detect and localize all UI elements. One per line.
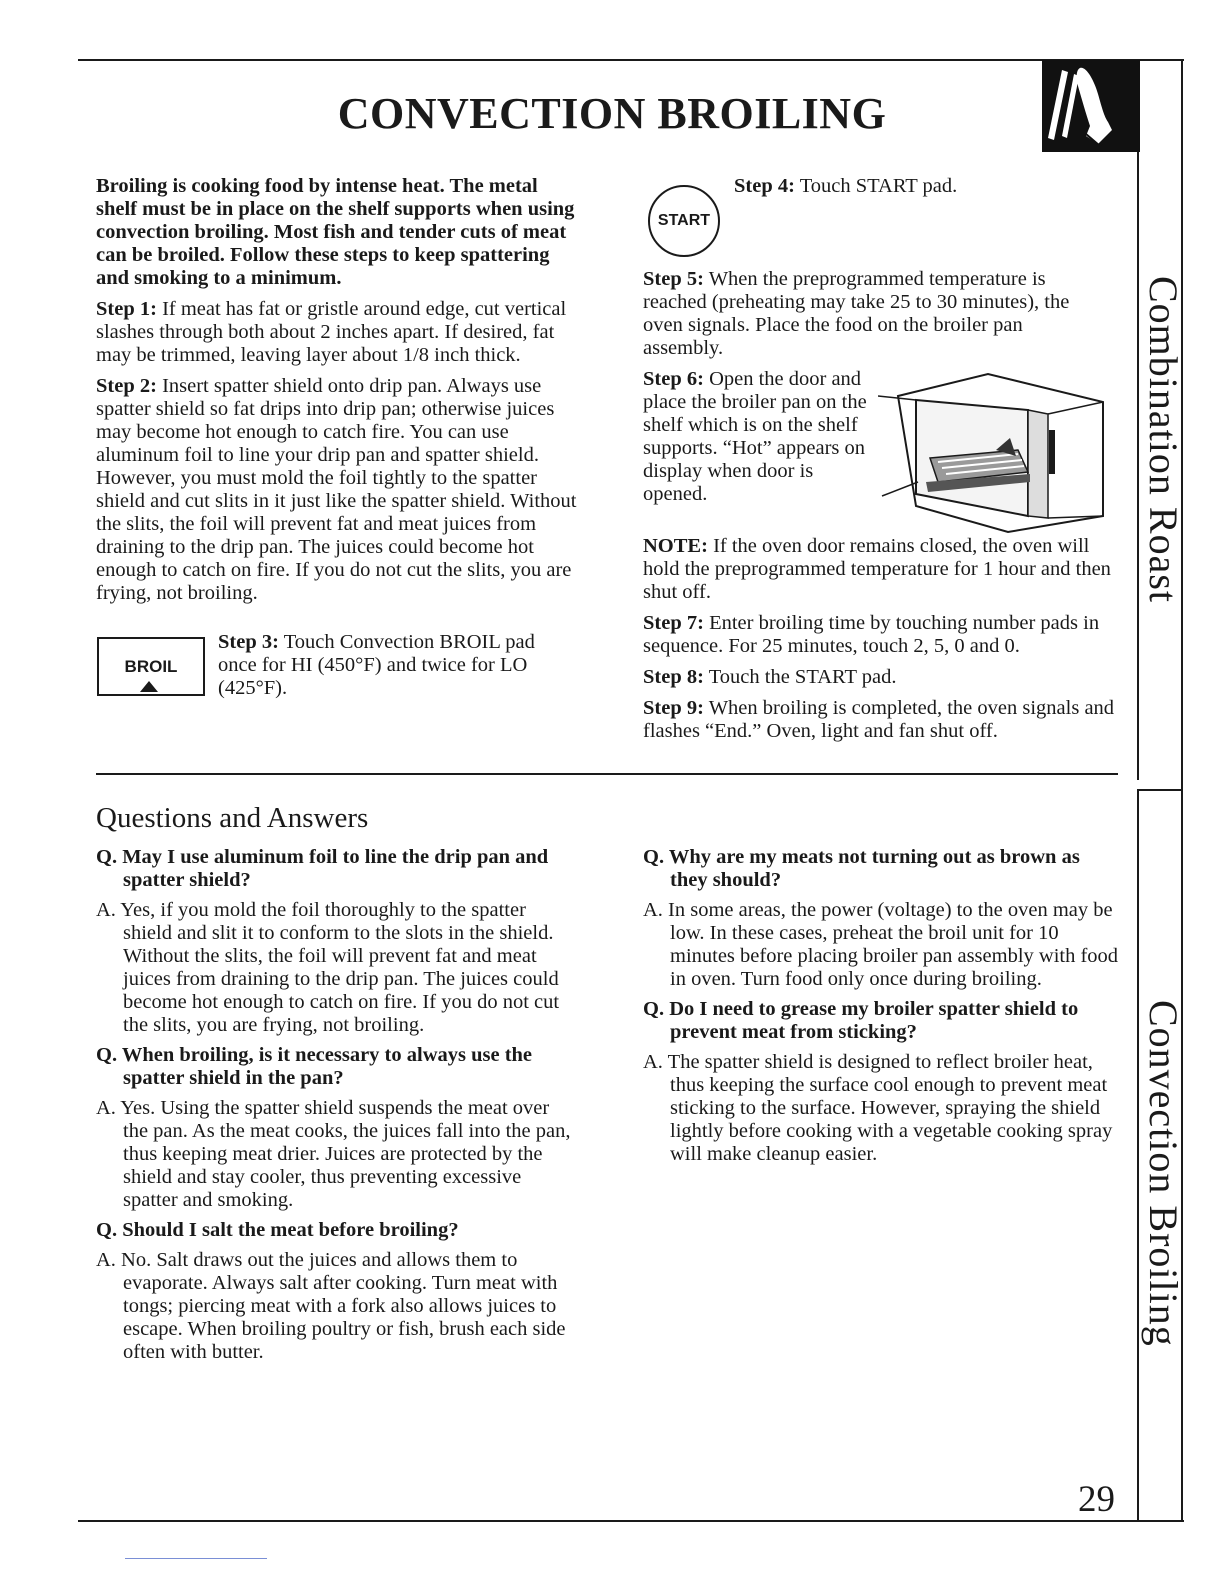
step-5-text: When the preprogrammed temperature is reached (preheating may take 25 to 30 minutes), the oven signals. Place the food on the broiler pan assembly. [643,268,1070,359]
step-1-text: If meat has fat or gristle around edge, cut vertical slashes through both about 2 inches apart. If desired, fat may be trimmed, leaving layer about 1/8 inch thick. [96,298,567,366]
step-1 [96,298,578,367]
page-number: 29 [1078,1479,1115,1520]
step-7 [643,612,1121,658]
left-column [96,175,578,613]
question: Q. May I use aluminum foil to line the drip pan and spatter shield? [96,846,549,891]
broil-pad-indicator-icon [140,681,158,692]
question: Q. Do I need to grease my broiler spatter shield to prevent meat from sticking? [643,998,1079,1043]
oven-illustration [878,366,1108,536]
answer: A. Yes. Using the spatter shield suspends the meat over the pan. As the meat cooks, the juices fall into the pan, thus keeping meat drier. Juices are protected by the shield and stay cooler, thus preventing excessive spatter and smoking. [96,1097,571,1211]
step-3-label: Step 3: [218,631,279,653]
answer: A. The spatter shield is designed to reflect broiler heat, thus keeping the surface cool enough to prevent meat sticking to the surface. However, spraying the shield lightly before cooking with a vegetable cooking spray will make cleanup easier. [643,1051,1113,1165]
answer: A. Yes, if you mold the foil thoroughly to the spatter shield and slit it to conform to the slots in the shield. Without the slits, the foil will prevent fat and meat juices from draining to the drip pan. The juices could become hot enough to catch on fire. If you do not cut the slits, you are frying, not broiling. [96,899,560,1036]
step-9 [643,697,1121,743]
step-4 [734,175,1064,198]
step-3 [218,631,538,700]
step-9-text: When broiling is completed, the oven signals and flashes “End.” Oven, light and fan shut off. [643,697,1115,742]
step-8 [643,666,1121,689]
note [643,535,1121,604]
qa-left-column [96,846,576,1371]
start-pad-icon [648,185,720,257]
step-6-label: Step 6: [643,368,704,390]
side-tab-combination-roast: Combination Roast [1141,276,1186,603]
step-7-label: Step 7: [643,612,704,634]
bottom-rule [78,1520,1184,1522]
step-4-text: Touch START pad. [794,175,958,197]
step-1-label: Step 1: [96,298,157,320]
step-8-text: Touch the START pad. [703,666,897,688]
tab-left-edge-upper [1137,150,1139,780]
question: Q. When broiling, is it necessary to always use the spatter shield in the pan? [96,1044,533,1089]
footer-link-underline [125,1558,267,1559]
step-8-label: Step 8: [643,666,704,688]
tab-divider [1137,789,1183,791]
step-6-text: Open the door and place the broiler pan on the shelf which is on the shelf supports. “Hot” appears on display when door is opened. [643,368,867,505]
step-2 [96,375,578,605]
right-upper [643,268,1103,368]
step-3-text: Touch Convection BROIL pad once for HI (450°F) and twice for LO (425°F). [218,631,535,699]
qa-heading: Questions and Answers [96,802,369,834]
answer: A. No. Salt draws out the juices and allows them to evaporate. Always salt after cooking. Turn meat with tongs; piercing meat with a fork also allows juices to escape. When broiling poultry or fish, brush each side often with butter. [96,1249,566,1363]
step-7-text: Enter broiling time by touching number pads in sequence. For 25 minutes, touch 2, 5, 0 and 0. [643,612,1100,657]
step-2-label: Step 2: [96,375,157,397]
step-6 [643,368,881,506]
step-5 [643,268,1103,360]
section-rule [96,773,1118,775]
step-2-text: Insert spatter shield onto drip pan. Always use spatter shield so fat drips into drip pan; otherwise juices may become hot enough to catch fire. You can use aluminum foil to line your drip pan and spatter shield. However, you must mold the foil tightly to the spatter shield and cut slits in it just like the spatter shield. Without the slits, the foil will prevent fat and meat juices from draining to the drip pan. The juices could become hot enough to catch on fire. If you do not cut the slits, you are frying, not broiling. [96,375,577,604]
side-tab-convection-broiling: Convection Broiling [1141,1000,1186,1347]
note-label: NOTE: [643,535,708,557]
step-4-label: Step 4: [734,175,795,197]
qa-right-column [643,846,1121,1173]
step-9-label: Step 9: [643,697,704,719]
question: Q. Should I salt the meat before broiling? [96,1219,459,1241]
broil-pad-label: BROIL [124,656,178,676]
start-pad-label: START [657,212,711,229]
top-rule [78,59,1184,61]
page-title: CONVECTION BROILING [337,89,887,138]
intro-paragraph: Broiling is cooking food by intense heat. The metal shelf must be in place on the shelf supports when using convection broiling. Most fish and tender cuts of meat can be broiled. Follow these steps to keep spattering and smoking to a minimum. [96,175,575,289]
step-5-label: Step 5: [643,268,704,290]
tab-left-edge-lower [1137,790,1139,1522]
right-lower [643,535,1121,751]
question: Q. Why are my meats not turning out as brown as they should? [643,846,1080,891]
note-text: If the oven door remains closed, the oven will hold the preprogrammed temperature for 1 hour and then shut off. [643,535,1111,603]
answer: A. In some areas, the power (voltage) to the oven may be low. In these cases, preheat the broil unit for 10 minutes before placing broiler pan assembly with food in oven. Turn food only once during broiling. [643,899,1119,990]
